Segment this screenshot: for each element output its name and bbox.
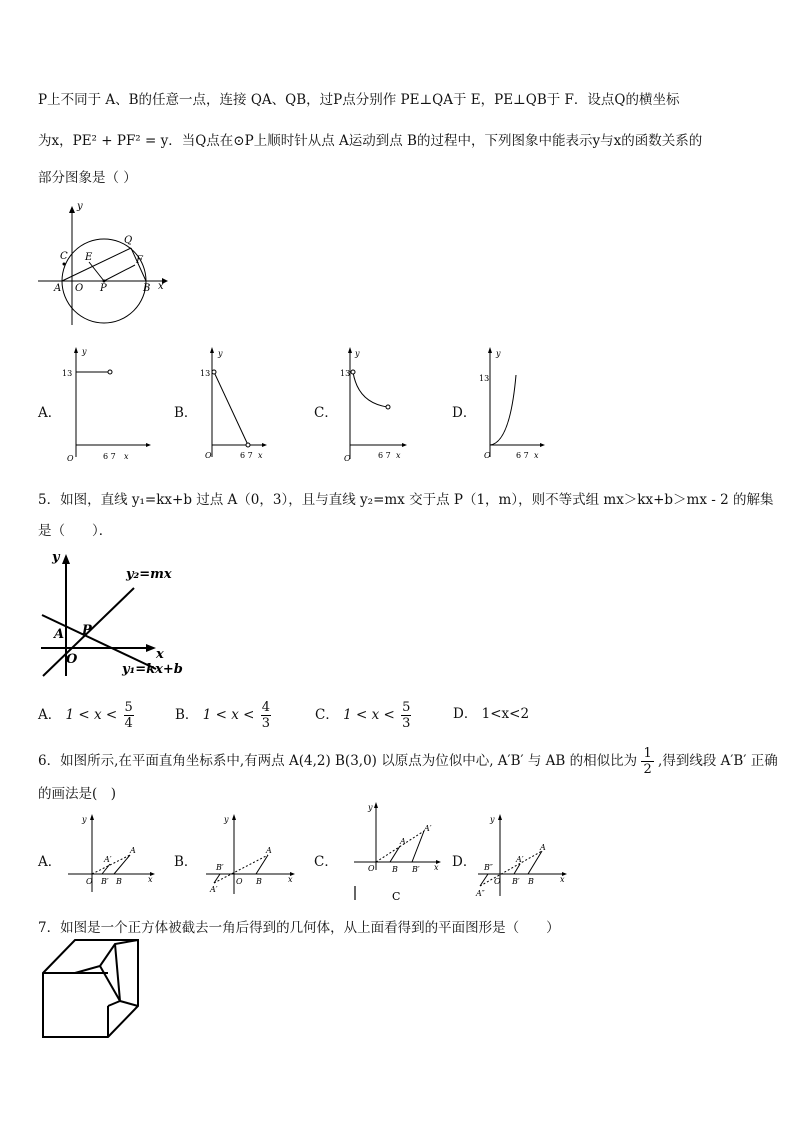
svg-text:A′: A′ — [424, 824, 432, 833]
q4-option-a-label[interactable]: A． — [38, 405, 62, 421]
svg-text:O: O — [484, 451, 491, 460]
svg-text:B′: B′ — [412, 865, 420, 874]
q4-line1: P上不同于 A、B的任意一点，连接 QA、QB，过P点分别作 PE⊥QA于 E，PE⊥QB于 F．设点Q的横坐标 — [38, 92, 680, 108]
q5-option-b[interactable]: B． 1 < x < $\frac{4}{3}$ — [175, 700, 270, 731]
q5-line2: 是（ ）． — [38, 523, 113, 539]
q5-option-c[interactable]: C． 1 < x < $\frac{5}{3}$ — [315, 700, 411, 731]
svg-text:y: y — [82, 347, 87, 356]
svg-text:y: y — [82, 815, 87, 824]
svg-text:B: B — [256, 877, 262, 886]
q4-option-b-label[interactable]: B． — [174, 405, 198, 421]
svg-text:A′: A′ — [516, 855, 524, 864]
svg-text:6 7: 6 7 — [378, 451, 391, 460]
q4-line2: 为x，PE² + PF² = y．当Q点在⊙P上顺时针从点 A运动到点 B的过程中，下列图象中能表示y与x的函数关系的 — [38, 133, 703, 149]
svg-text:13: 13 — [62, 369, 73, 378]
q5-line-figure — [36, 548, 196, 683]
svg-text:A: A — [266, 846, 272, 855]
q4-circle-figure — [34, 203, 174, 329]
fig-label-Q: Q — [124, 235, 133, 246]
q7-line1: 7．如图是一个正方体被截去一角后得到的几何体，从上面看得到的平面图形是（ ） — [38, 920, 560, 936]
fig-label-O: O — [75, 283, 84, 294]
fig-label-A: A — [54, 283, 62, 294]
q4-option-c-graph — [338, 345, 428, 465]
svg-text:O: O — [344, 454, 351, 463]
fig-label-x: x — [158, 281, 164, 292]
svg-text:A: A — [400, 837, 406, 846]
svg-text:y: y — [496, 349, 501, 358]
svg-text:A: A — [54, 627, 65, 642]
svg-text:B: B — [392, 865, 398, 874]
q6-option-a-label[interactable]: A． — [38, 854, 62, 870]
svg-text:13: 13 — [340, 369, 351, 378]
svg-text:y₂=mx: y₂=mx — [126, 567, 172, 582]
svg-text:13: 13 — [200, 369, 211, 378]
q6-option-d-label[interactable]: D． — [452, 854, 477, 870]
svg-text:B: B — [528, 877, 534, 886]
q4-option-b-graph — [198, 345, 288, 465]
fig-label-F: F — [136, 255, 143, 266]
q4-option-d-label[interactable]: D． — [452, 405, 477, 421]
q6-option-c-label[interactable]: C． — [314, 854, 338, 870]
q5-option-d[interactable]: D． 1<x<2 — [453, 706, 530, 722]
svg-text:A: A — [130, 846, 136, 855]
svg-text:A: A — [540, 843, 546, 852]
q4-option-c-label[interactable]: C． — [314, 405, 338, 421]
svg-text:O: O — [66, 652, 78, 667]
q6-option-b-label[interactable]: B． — [174, 854, 198, 870]
q6-option-c-caption: C — [392, 890, 401, 903]
svg-text:y₁=kx+b: y₁=kx+b — [122, 662, 183, 677]
svg-text:B′: B′ — [216, 863, 224, 872]
q7-cube-figure — [40, 938, 145, 1040]
svg-text:x: x — [258, 451, 263, 460]
svg-text:x: x — [560, 875, 565, 884]
svg-text:y: y — [52, 550, 60, 565]
q4-line3: 部分图象是（ ） — [38, 170, 137, 186]
fig-label-C: C — [60, 251, 68, 262]
svg-text:A′: A′ — [104, 855, 112, 864]
fig-label-E: E — [85, 252, 93, 263]
q5-option-a[interactable]: A． 1 < x < $\frac{5}{4}$ — [38, 700, 133, 731]
q6-option-a-graph — [64, 812, 159, 897]
svg-text:A″: A″ — [476, 889, 485, 898]
fig-label-P: P — [100, 283, 107, 294]
svg-text:y: y — [224, 815, 229, 824]
q6-option-d-graph — [474, 812, 574, 902]
svg-text:x: x — [148, 875, 153, 884]
q4-option-a-graph — [62, 345, 152, 465]
svg-text:P: P — [82, 623, 92, 638]
fig-label-y: y — [77, 203, 83, 212]
svg-text:x: x — [434, 863, 439, 872]
svg-text:B′: B′ — [512, 877, 520, 886]
svg-text:O: O — [86, 877, 93, 886]
svg-text:O: O — [205, 451, 212, 460]
svg-text:x: x — [156, 647, 164, 662]
svg-text:6 7: 6 7 — [240, 451, 253, 460]
svg-text:O: O — [494, 877, 501, 886]
svg-text:O: O — [368, 864, 375, 873]
q4-option-d-graph — [476, 345, 566, 465]
svg-text:B: B — [116, 877, 122, 886]
svg-text:x: x — [124, 452, 129, 461]
svg-text:O: O — [236, 877, 243, 886]
svg-text:x: x — [396, 451, 401, 460]
q6-option-c-graph — [350, 800, 445, 905]
svg-text:A′: A′ — [210, 885, 218, 894]
svg-text:x: x — [288, 875, 293, 884]
svg-text:B″: B″ — [484, 863, 493, 872]
q6-line2: 的画法是( ) — [38, 786, 117, 802]
svg-text:13: 13 — [479, 374, 490, 383]
svg-text:y: y — [218, 349, 223, 358]
svg-text:y: y — [490, 815, 495, 824]
svg-text:6 7: 6 7 — [103, 452, 116, 461]
svg-text:O: O — [67, 454, 74, 463]
svg-text:6 7: 6 7 — [516, 451, 529, 460]
q6-line1: 6．如图所示,在平面直角坐标系中,有两点 A(4,2) B(3,0) 以原点为位似中心, A′B′ 与 AB 的相似比为 $\frac{1}{2}$ ,得到线段 A′B′ 正确 — [38, 746, 778, 777]
q6-option-b-graph — [202, 812, 302, 897]
fig-label-B: B — [143, 283, 151, 294]
svg-text:x: x — [534, 451, 539, 460]
svg-text:y: y — [355, 349, 360, 358]
q5-line1: 5．如图，直线 y₁=kx+b 过点 A（0，3），且与直线 y₂=mx 交于点 P（1，m），则不等式组 mx＞kx+b＞mx - 2 的解集 — [38, 492, 774, 508]
svg-text:B′: B′ — [101, 877, 109, 886]
svg-text:y: y — [368, 803, 373, 812]
